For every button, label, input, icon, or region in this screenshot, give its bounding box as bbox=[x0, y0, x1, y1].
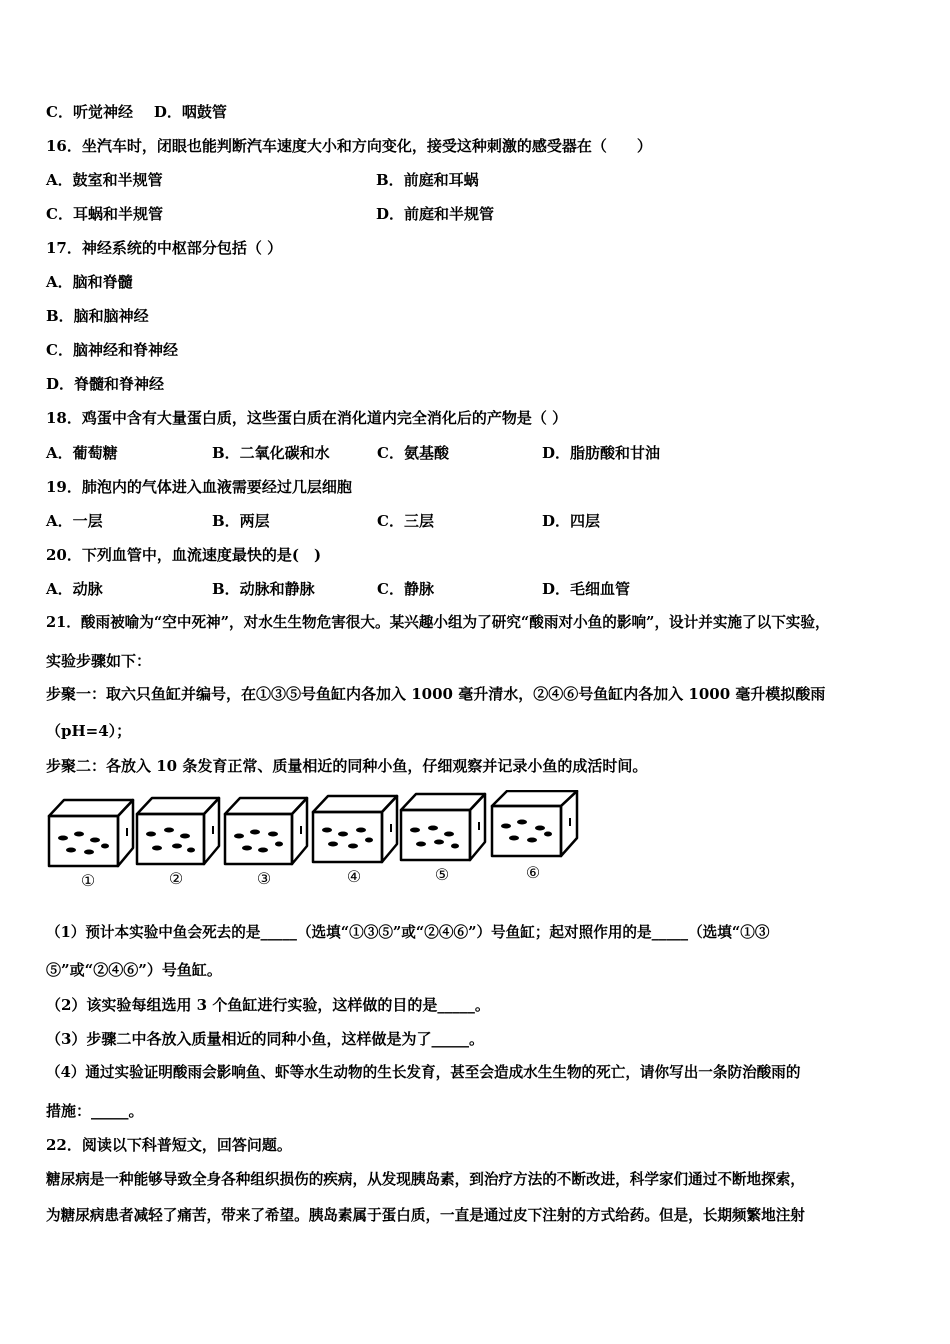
tank-label-3: ③ bbox=[256, 869, 272, 888]
tank-label-1: ① bbox=[80, 871, 96, 890]
q17-option-b: B．脑和脑神经 bbox=[46, 307, 149, 325]
q18-option-a: A．葡萄糖 bbox=[46, 444, 118, 462]
q20-option-d: D．毛细血管 bbox=[542, 580, 631, 598]
q20-option-b: B．动脉和静脉 bbox=[212, 580, 315, 598]
q16-option-b: B．前庭和耳蜗 bbox=[376, 171, 479, 189]
q16-option-a: A．鼓室和半规管 bbox=[46, 171, 163, 189]
q21-stem-line2: 实验步骤如下： bbox=[46, 652, 152, 670]
q18-option-b: B．二氧化碳和水 bbox=[212, 444, 330, 462]
fish-tank-6 bbox=[492, 791, 577, 856]
q21-sub4: （4）通过实验证明酸雨会影响鱼、虾等水生动物的生长发育，甚至会造成水生生物的死亡，请你写出一条防治酸雨的 bbox=[46, 1064, 801, 1081]
q21-sub1: （1）预计本实验中鱼会死去的是_____（选填“①③⑤”或“②④⑥”）号鱼缸；起对照作用的是_____（选填“①③ bbox=[46, 924, 770, 941]
fish-group bbox=[58, 818, 571, 855]
q22-paragraph-line2: 为糖尿病患者减轻了痛苦，带来了希望。胰岛素属于蛋白质，一直是通过皮下注射的方式给药。但是，长期频繁地注射 bbox=[46, 1207, 805, 1224]
q20-option-c: C．静脉 bbox=[377, 580, 434, 598]
q17-option-d: D．脊髓和脊神经 bbox=[46, 375, 165, 393]
q17-option-c: C．脑神经和脊神经 bbox=[46, 341, 178, 359]
q22-paragraph-line1: 糖尿病是一种能够导致全身各种组织损伤的疾病，从发现胰岛素，到治疗方法的不断改进，科学家们通过不断地探索， bbox=[46, 1171, 805, 1188]
q21-step1: 步聚一：取六只鱼缸并编号，在①③⑤号鱼缸内各加入 1000 毫升清水，②④⑥号鱼缸内各加入 1000 毫升模拟酸雨 bbox=[46, 685, 826, 703]
q18-stem: 18．鸡蛋中含有大量蛋白质，这些蛋白质在消化道内完全消化后的产物是（ ） bbox=[46, 409, 568, 427]
fish-tank-1 bbox=[49, 800, 133, 866]
q20-option-a: A．动脉 bbox=[46, 580, 103, 598]
fish-tank-2 bbox=[137, 798, 219, 864]
q21-sub2: （2）该实验每组选用 3 个鱼缸进行实验，这样做的目的是_____。 bbox=[46, 996, 490, 1014]
q19-option-c: C．三层 bbox=[377, 512, 434, 530]
q19-option-d: D．四层 bbox=[542, 512, 601, 530]
q21-sub1-cont: ⑤”或“②④⑥”）号鱼缸。 bbox=[46, 961, 222, 979]
tank-label-5: ⑤ bbox=[434, 865, 450, 884]
q21-sub3: （3）步骤二中各放入质量相近的同种小鱼，这样做是为了_____。 bbox=[46, 1030, 484, 1048]
fish-tanks-figure bbox=[46, 790, 586, 890]
q15-option-d: D．咽鼓管 bbox=[153, 103, 227, 121]
q16-stem: 16．坐汽车时，闭眼也能判断汽车速度大小和方向变化，接受这种刺激的感受器在（ ） bbox=[46, 137, 652, 155]
q19-option-b: B．两层 bbox=[212, 512, 270, 530]
tank-label-4: ④ bbox=[346, 867, 362, 886]
tank-label-6: ⑥ bbox=[525, 863, 541, 882]
q17-stem: 17．神经系统的中枢部分包括（ ） bbox=[46, 239, 283, 257]
q19-option-a: A．一层 bbox=[46, 512, 103, 530]
tank-label-2: ② bbox=[168, 869, 184, 888]
q15-option-c: C．听觉神经 bbox=[46, 103, 133, 121]
q22-stem: 22．阅读以下科普短文，回答问题。 bbox=[46, 1136, 292, 1154]
q20-stem: 20．下列血管中，血流速度最快的是( ) bbox=[46, 546, 322, 564]
q16-option-c: C．耳蜗和半规管 bbox=[46, 205, 163, 223]
q17-option-a: A．脑和脊髓 bbox=[46, 273, 133, 291]
q21-step2: 步聚二：各放入 10 条发育正常、质量相近的同种小鱼，仔细观察并记录小鱼的成活时间。 bbox=[46, 757, 648, 775]
q21-step1-ph: （pH=4）； bbox=[46, 722, 132, 740]
q18-option-c: C．氨基酸 bbox=[377, 444, 449, 462]
q19-stem: 19．肺泡内的气体进入血液需要经过几层细胞 bbox=[46, 478, 352, 496]
q15-options bbox=[46, 102, 227, 122]
q16-option-d: D．前庭和半规管 bbox=[376, 205, 495, 223]
fish-tank-3 bbox=[225, 798, 307, 864]
q21-stem-line1: 21．酸雨被喻为“空中死神”，对水生生物危害很大。某兴趣小组为了研究“酸雨对小鱼的影响”，设计并实施了以下实验， bbox=[46, 614, 830, 631]
q18-option-d: D．脂肪酸和甘油 bbox=[542, 444, 661, 462]
fish-tank-5 bbox=[401, 794, 485, 860]
q21-sub4-cont: 措施：_____。 bbox=[46, 1102, 144, 1120]
